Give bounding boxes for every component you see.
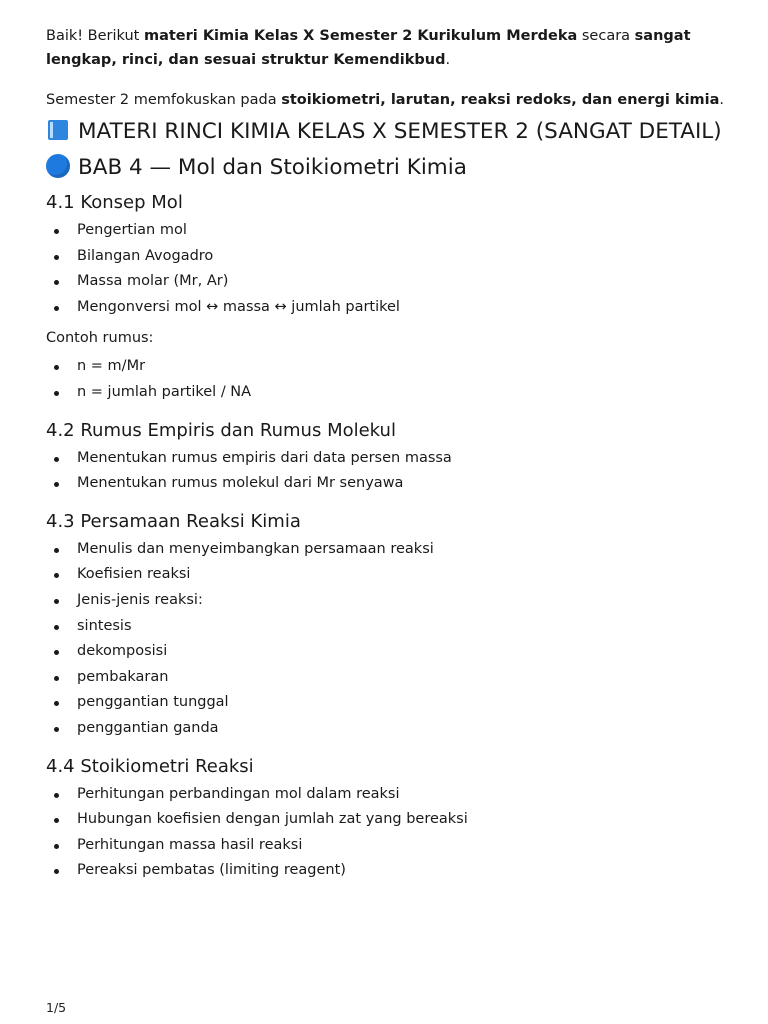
- list-item: Hubungan koefisien dengan jumlah zat yang bereaksi: [46, 807, 726, 833]
- intro-paragraph-1: Baik! Berikut materi Kimia Kelas X Semester 2 Kurikulum Merdeka secara sangat lengkap, rinci, dan sesuai struktur Kemendikbud.: [46, 28, 691, 68]
- list-item: Koefisien reaksi: [46, 562, 726, 588]
- list-item: Bilangan Avogadro: [46, 244, 726, 270]
- list-item: Perhitungan massa hasil reaksi: [46, 833, 726, 859]
- nested-list-container: [46, 614, 726, 742]
- list-4-2: [46, 446, 726, 497]
- intro-paragraph-2: Semester 2 memfokuskan pada stoikiometri, larutan, reaksi redoks, dan energi kimia.: [46, 92, 725, 108]
- section-heading-4-3: 4.3 Persamaan Reaksi Kimia: [46, 510, 301, 532]
- list-item: Mengonversi mol ↔ massa ↔ jumlah partikel: [46, 295, 726, 321]
- list-item: penggantian ganda: [46, 716, 726, 742]
- list-item: Menentukan rumus molekul dari Mr senyawa: [46, 471, 726, 497]
- list-item: sintesis: [46, 614, 726, 640]
- document-page: [46, 24, 726, 884]
- list-item: Perhitungan perbandingan mol dalam reaksi: [46, 782, 726, 808]
- list-4-3: [46, 537, 726, 742]
- list-item: n = m/Mr: [46, 354, 726, 380]
- list-item: Massa molar (Mr, Ar): [46, 269, 726, 295]
- section-heading-4-2: 4.2 Rumus Empiris dan Rumus Molekul: [46, 419, 396, 441]
- list-4-4: [46, 782, 726, 884]
- list-item: Menulis dan menyeimbangkan persamaan reaksi: [46, 537, 726, 563]
- example-label: Contoh rumus:: [46, 330, 154, 347]
- list-item: n = jumlah partikel / NA: [46, 380, 726, 406]
- list-item: penggantian tunggal: [46, 690, 726, 716]
- blue-book-icon: [46, 119, 70, 141]
- list-item: Jenis-jenis reaksi:: [46, 588, 726, 614]
- section-heading-4-4: 4.4 Stoikiometri Reaksi: [46, 755, 254, 777]
- section-heading-4-1: 4.1 Konsep Mol: [46, 192, 183, 213]
- list-4-1: [46, 218, 726, 320]
- reaction-types-list: [46, 614, 726, 742]
- page-number: 1/5: [46, 1000, 67, 1015]
- chapter-title: BAB 4 — Mol dan Stoikiometri Kimia: [46, 154, 726, 182]
- main-title: MATERI RINCI KIMIA KELAS X SEMESTER 2 (SANGAT DETAIL): [46, 118, 726, 146]
- list-item: Menentukan rumus empiris dari data persen massa: [46, 446, 726, 472]
- blue-circle-icon: [46, 154, 70, 178]
- list-item: dekomposisi: [46, 639, 726, 665]
- formula-list: [46, 354, 726, 405]
- list-item: pembakaran: [46, 665, 726, 691]
- list-item: Pengertian mol: [46, 218, 726, 244]
- list-item: Pereaksi pembatas (limiting reagent): [46, 858, 726, 884]
